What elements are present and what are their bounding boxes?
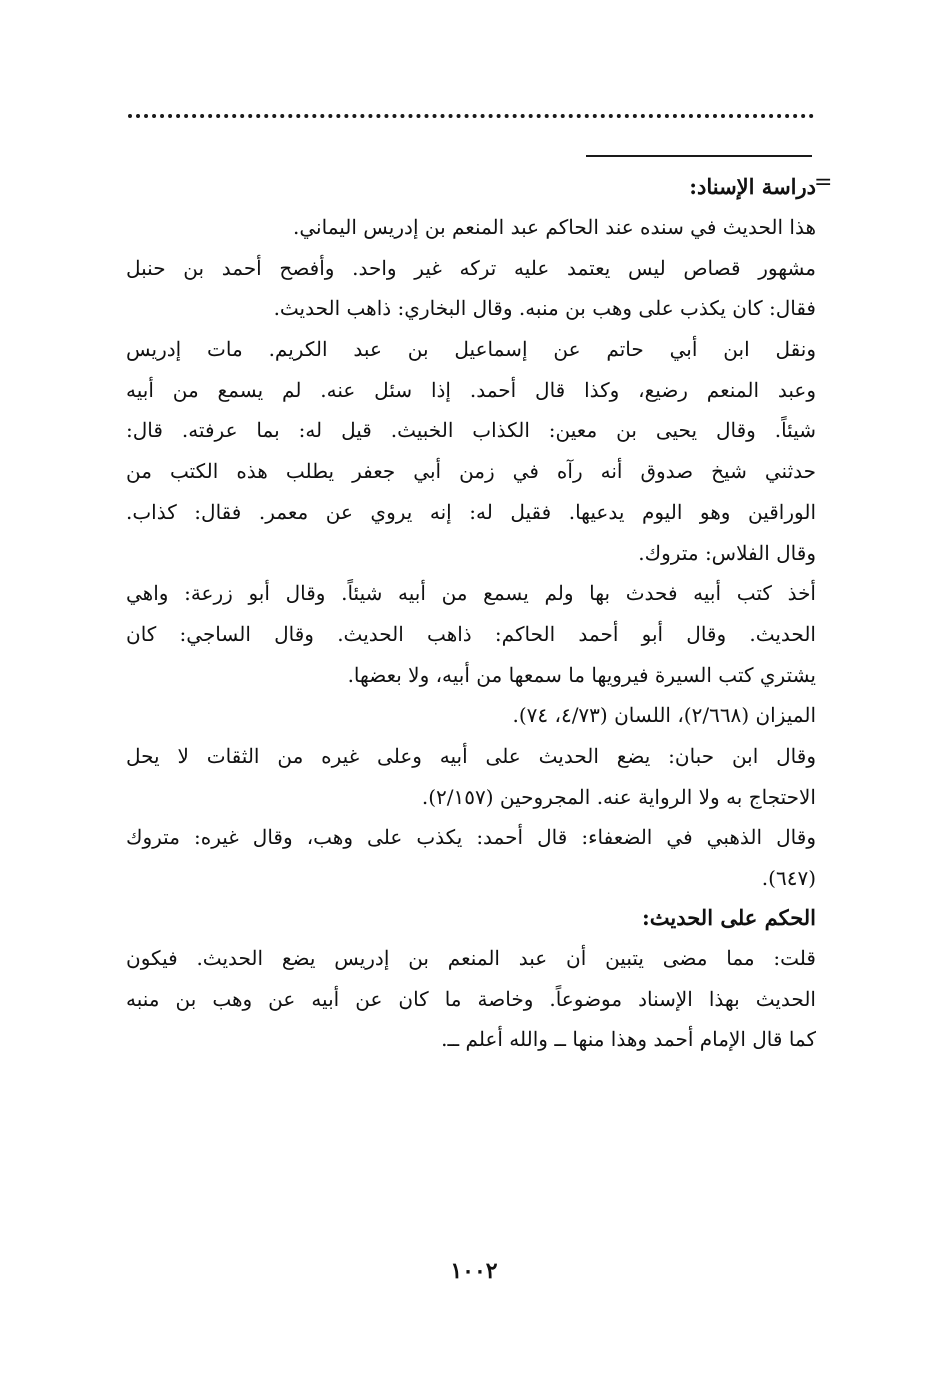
citation-line: الميزان (٢/٦٦٨)، اللسان (٤/٧٣، ٧٤). <box>512 703 816 728</box>
text-line: كما قال الإمام أحمد وهذا منها ــ والله أعلم ــ. <box>441 1027 816 1052</box>
text-line: ونقل ابن أبي حاتم عن إسماعيل بن عبد الكريم. مات إدريس <box>126 337 816 362</box>
text-line: وعبد المنعم رضيع، وكذا قال أحمد. إذا سئل عنه. لم يسمع من أبيه <box>126 377 816 402</box>
text-line: حدثني شيخ صدوق أنه رآه في زمن أبي جعفر يطلب هذه الكتب من <box>126 459 816 484</box>
footnote-dotted-separator <box>128 114 814 118</box>
text-line: الوراقين وهو اليوم يدعيها. فقيل له: إنه يروي عن معمر. فقال: كذاب. <box>126 499 816 524</box>
text-line: وقال ابن حبان: يضع الحديث على أبيه وعلى غيره من الثقات لا يحل <box>126 743 816 768</box>
text-line: الاحتجاج به ولا الرواية عنه. المجروحين (٢/١٥٧). <box>421 784 816 809</box>
page-number: ١٠٠٢ <box>450 1258 498 1284</box>
text-line: فقال: كان يكذب على وهب بن منبه. وقال البخاري: ذاهب الحديث. <box>273 296 816 321</box>
isnad-study-section <box>126 167 816 899</box>
text-line: مشهور قصاص ليس يعتمد عليه تركه غير واحد. وأفصح أحمد بن حنبل <box>126 255 816 280</box>
text-line: الحديث. وقال أبو أحمد الحاكم: ذاهب الحديث. وقال الساجي: كان <box>126 621 816 646</box>
text-line: أخذ كتب أبيه فحدث بها ولم يسمع من أبيه شيئاً. وقال أبو زرعة: واهي <box>126 581 816 606</box>
hadith-ruling-heading: الحكم على الحديث: <box>642 905 816 930</box>
section-rule <box>586 155 812 157</box>
isnad-study-heading: دراسة الإسناد: <box>689 174 816 199</box>
text-line: هذا الحديث في سنده عند الحاكم عبد المنعم بن إدريس اليماني. <box>293 215 816 239</box>
hadith-ruling-section <box>126 898 816 1060</box>
continuation-mark: = <box>814 170 833 195</box>
text-line: وقال الفلاس: متروك. <box>638 540 816 565</box>
text-line: قلت: مما مضى يتبين أن عبد المنعم بن إدريس يضع الحديث. فيكون <box>126 946 816 970</box>
text-line: يشتري كتب السيرة فيرويها ما سمعها من أبيه، ولا بعضها. <box>347 662 816 687</box>
text-line: شيئاً. وقال يحيى بن معين: الكذاب الخبيث. قيل له: بما عرفته. قال: <box>126 418 816 443</box>
text-line: الحديث بهذا الإسناد موضوعاً. وخاصة ما كان عن أبيه عن وهب بن منبه <box>126 986 816 1011</box>
text-line: وقال الذهبي في الضعفاء: قال أحمد: يكذب على وهب، وقال غيره: متروك <box>126 825 816 850</box>
text-line: (٦٤٧). <box>761 866 816 890</box>
